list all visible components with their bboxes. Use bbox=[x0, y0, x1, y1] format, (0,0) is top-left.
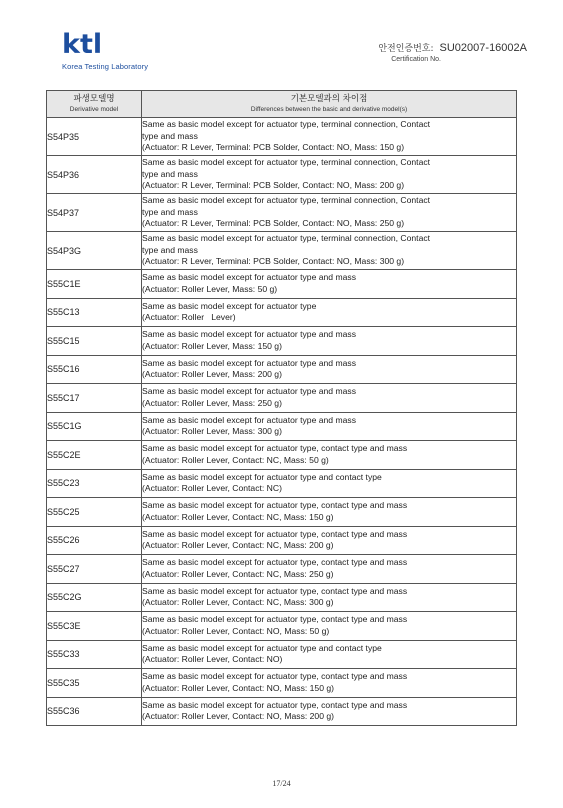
table-row bbox=[47, 412, 517, 441]
difference-line: Same as basic model except for actuator type, contact type and mass bbox=[142, 699, 408, 710]
model-cell: S54P37 bbox=[47, 194, 142, 232]
model-cell: S55C17 bbox=[47, 384, 142, 413]
model-cell: S55C33 bbox=[47, 640, 142, 669]
logo-text: ktl bbox=[62, 29, 103, 60]
table-row bbox=[47, 327, 517, 356]
difference-cell bbox=[142, 669, 517, 698]
model-cell: S55C1G bbox=[47, 412, 142, 441]
difference-cell bbox=[142, 355, 517, 384]
difference-detail: (Actuator: Roller Lever, Contact: NC, Mass: 50 g) bbox=[142, 454, 329, 465]
derivative-model-table bbox=[46, 90, 517, 726]
page-number: 17/24 bbox=[272, 779, 291, 788]
header-differences bbox=[142, 91, 517, 118]
difference-line: Same as basic model except for actuator type bbox=[142, 300, 317, 311]
model-cell: S55C2E bbox=[47, 441, 142, 470]
difference-line: Same as basic model except for actuator type and contact type bbox=[142, 642, 382, 653]
difference-cell bbox=[142, 583, 517, 612]
table-row bbox=[47, 697, 517, 726]
table-header-row bbox=[47, 91, 517, 118]
header-col1-ko: 파생모델명 bbox=[73, 94, 115, 104]
table-row bbox=[47, 498, 517, 527]
difference-line: Same as basic model except for actuator type and mass bbox=[142, 357, 356, 368]
difference-line: Same as basic model except for actuator type, terminal connection, Contact bbox=[142, 233, 431, 244]
difference-line: Same as basic model except for actuator type and contact type bbox=[142, 471, 382, 482]
model-cell: S55C25 bbox=[47, 498, 142, 527]
difference-detail: (Actuator: Roller Lever) bbox=[142, 312, 236, 323]
table-row bbox=[47, 612, 517, 641]
model-cell: S55C2G bbox=[47, 583, 142, 612]
difference-detail: (Actuator: R Lever, Terminal: PCB Solder, Contact: NO, Mass: 150 g) bbox=[142, 142, 405, 153]
difference-line: Same as basic model except for actuator type, terminal connection, Contact bbox=[142, 157, 431, 168]
difference-cell bbox=[142, 612, 517, 641]
difference-line: type and mass bbox=[142, 206, 198, 217]
difference-detail: (Actuator: Roller Lever, Contact: NO) bbox=[142, 654, 283, 665]
model-cell: S55C16 bbox=[47, 355, 142, 384]
model-cell: S54P35 bbox=[47, 118, 142, 156]
difference-line: Same as basic model except for actuator type, contact type and mass bbox=[142, 443, 408, 454]
ktl-logo bbox=[62, 31, 148, 71]
table-row bbox=[47, 640, 517, 669]
model-cell: S54P36 bbox=[47, 156, 142, 194]
difference-detail: (Actuator: R Lever, Terminal: PCB Solder, Contact: NO, Mass: 200 g) bbox=[142, 180, 405, 191]
difference-detail: (Actuator: Roller Lever, Mass: 50 g) bbox=[142, 283, 278, 294]
model-cell: S55C26 bbox=[47, 526, 142, 555]
header-col1-en: Derivative model bbox=[69, 106, 119, 113]
table-row bbox=[47, 355, 517, 384]
model-cell: S55C23 bbox=[47, 469, 142, 498]
difference-line: Same as basic model except for actuator type and mass bbox=[142, 414, 356, 425]
difference-detail: (Actuator: R Lever, Terminal: PCB Solder, Contact: NO, Mass: 300 g) bbox=[142, 256, 405, 267]
header-col2-ko: 기본모델과의 차이점 bbox=[290, 94, 368, 104]
difference-line: type and mass bbox=[142, 130, 198, 141]
difference-detail: (Actuator: Roller Lever, Mass: 300 g) bbox=[142, 426, 282, 437]
cert-label-ko: 안전인증번호: bbox=[378, 44, 434, 54]
difference-cell bbox=[142, 469, 517, 498]
difference-line: Same as basic model except for actuator type and mass bbox=[142, 386, 356, 397]
table-row bbox=[47, 526, 517, 555]
difference-cell bbox=[142, 384, 517, 413]
difference-cell bbox=[142, 526, 517, 555]
cert-row bbox=[378, 41, 527, 54]
header-derivative-model bbox=[47, 91, 142, 118]
difference-cell bbox=[142, 194, 517, 232]
table-row bbox=[47, 555, 517, 584]
table-row bbox=[47, 669, 517, 698]
table-row bbox=[47, 118, 517, 156]
model-cell: S55C3E bbox=[47, 612, 142, 641]
difference-detail: (Actuator: Roller Lever, Contact: NC, Mass: 250 g) bbox=[142, 568, 334, 579]
certification-block bbox=[378, 41, 527, 63]
difference-cell bbox=[142, 441, 517, 470]
difference-cell bbox=[142, 498, 517, 527]
table-row bbox=[47, 441, 517, 470]
difference-line: Same as basic model except for actuator type, contact type and mass bbox=[142, 614, 408, 625]
model-cell: S55C1E bbox=[47, 270, 142, 299]
difference-detail: (Actuator: Roller Lever, Contact: NC, Mass: 300 g) bbox=[142, 597, 334, 608]
difference-line: Same as basic model except for actuator type, contact type and mass bbox=[142, 671, 408, 682]
difference-detail: (Actuator: Roller Lever, Contact: NO, Mass: 200 g) bbox=[142, 711, 335, 722]
difference-detail: (Actuator: Roller Lever, Contact: NC, Mass: 150 g) bbox=[142, 511, 334, 522]
table-row bbox=[47, 298, 517, 327]
table-row bbox=[47, 583, 517, 612]
difference-cell bbox=[142, 232, 517, 270]
difference-detail: (Actuator: Roller Lever, Contact: NO, Mass: 150 g) bbox=[142, 682, 335, 693]
table-row bbox=[47, 156, 517, 194]
difference-detail: (Actuator: Roller Lever, Mass: 250 g) bbox=[142, 397, 282, 408]
difference-line: Same as basic model except for actuator type, terminal connection, Contact bbox=[142, 195, 431, 206]
difference-line: type and mass bbox=[142, 244, 198, 255]
difference-cell bbox=[142, 156, 517, 194]
difference-line: Same as basic model except for actuator type, contact type and mass bbox=[142, 585, 408, 596]
table-row bbox=[47, 384, 517, 413]
difference-line: Same as basic model except for actuator type and mass bbox=[142, 272, 356, 283]
header-col2-en: Differences between the basic and derivative model(s) bbox=[250, 106, 408, 113]
model-cell: S54P3G bbox=[47, 232, 142, 270]
difference-line: type and mass bbox=[142, 168, 198, 179]
difference-line: Same as basic model except for actuator type, contact type and mass bbox=[142, 528, 408, 539]
model-cell: S55C36 bbox=[47, 697, 142, 726]
model-cell: S55C27 bbox=[47, 555, 142, 584]
difference-detail: (Actuator: Roller Lever, Contact: NO, Mass: 50 g) bbox=[142, 625, 330, 636]
difference-cell bbox=[142, 697, 517, 726]
difference-cell bbox=[142, 118, 517, 156]
difference-detail: (Actuator: Roller Lever, Contact: NC) bbox=[142, 483, 282, 494]
logo-subtitle: Korea Testing Laboratory bbox=[62, 62, 149, 71]
difference-detail: (Actuator: Roller Lever, Mass: 200 g) bbox=[142, 369, 282, 380]
cert-number: SU02007-16002A bbox=[439, 42, 527, 54]
difference-line: Same as basic model except for actuator type, terminal connection, Contact bbox=[142, 119, 431, 130]
difference-line: Same as basic model except for actuator type, contact type and mass bbox=[142, 500, 408, 511]
difference-cell bbox=[142, 270, 517, 299]
table-row bbox=[47, 194, 517, 232]
difference-cell bbox=[142, 298, 517, 327]
difference-cell bbox=[142, 640, 517, 669]
table-row bbox=[47, 469, 517, 498]
model-cell: S55C35 bbox=[47, 669, 142, 698]
difference-cell bbox=[142, 412, 517, 441]
table-row bbox=[47, 270, 517, 299]
table-row bbox=[47, 232, 517, 270]
difference-detail: (Actuator: Roller Lever, Contact: NC, Mass: 200 g) bbox=[142, 540, 334, 551]
difference-cell bbox=[142, 327, 517, 356]
difference-detail: (Actuator: Roller Lever, Mass: 150 g) bbox=[142, 340, 282, 351]
difference-cell bbox=[142, 555, 517, 584]
difference-detail: (Actuator: R Lever, Terminal: PCB Solder, Contact: NO, Mass: 250 g) bbox=[142, 218, 405, 229]
difference-line: Same as basic model except for actuator type and mass bbox=[142, 329, 356, 340]
cert-label-en: Certification No. bbox=[391, 56, 441, 63]
model-cell: S55C13 bbox=[47, 298, 142, 327]
model-cell: S55C15 bbox=[47, 327, 142, 356]
difference-line: Same as basic model except for actuator type, contact type and mass bbox=[142, 557, 408, 568]
